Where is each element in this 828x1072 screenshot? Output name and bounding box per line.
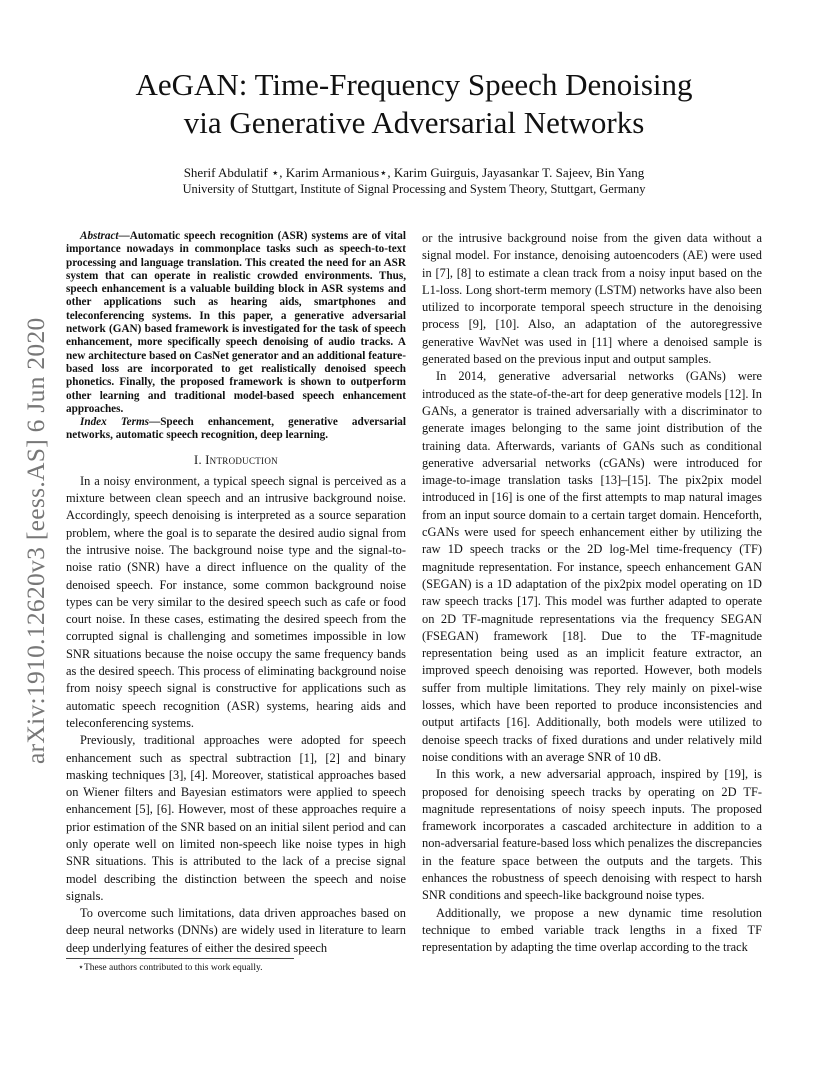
- affiliation: University of Stuttgart, Institute of Signal Processing and System Theory, Stuttgart, Germany: [182, 182, 646, 196]
- section-heading-introduction: I. Introduction: [194, 452, 278, 467]
- abstract-text: —Automatic speech recognition (ASR) systems are of vital importance nowadays in commonplace tasks such as speech-to-text processing and language translation. This created the need for an ASR system that can operate in realistic crowded environments. Thus, speech enhancement is a valuable building block in ASR systems and other applications such as hearing aids, smartphones and teleconferencing systems. In this paper, a generative adversarial network (GAN) based framework is investigated for the task of speech enhancement, more specifically speech denoising of audio tracks. A new architecture based on CasNet generator and an additional feature-based loss are incorporated to get realistically denoised speech phonetics. Finally, the proposed framework is shown to outperform other learning and traditional model-based speech enhancement approaches.: [66, 230, 406, 415]
- paper-title: [60, 66, 768, 142]
- index-terms: [66, 416, 406, 443]
- title-line-1: AeGAN: Time-Frequency Speech Denoising: [135, 67, 693, 102]
- arxiv-stamp: arXiv:1910.12620v3 [eess.AS] 6 Jun 2020: [21, 317, 50, 764]
- body-paragraph: or the intrusive background noise from the given data without a signal model. For instance, denoising autoencoders (AE) were used in [7], [8] to estimate a clean track from a noisy input based on the L1-loss. Long short-term memory (LSTM) networks have also been utilized to incorporate temporal speech structure in the denoising process [9], [10]. Also, an adaptation of the autoregressive generative WavNet was used in [11] where a denoised sample is generated based on the previous input and output samples.: [422, 231, 762, 367]
- body-paragraph: In this work, a new adversarial approach, inspired by [19], is proposed for denoising speech tracks by operating on 2D TF-magnitude representations of noisy speech inputs. The proposed framework incorporates a cascaded architecture in addition to a non-adversarial feature-based loss which penalizes the discrepancies in the feature space between the outputs and the targets. This enhances the robustness of speech denoising with respect to harsh SNR conditions and speech-like background noise types.: [422, 767, 762, 903]
- index-terms-label: Index Terms: [80, 416, 150, 429]
- author-list: Sherif Abdulatif ⋆, Karim Armanious⋆, Karim Guirguis, Jayasankar T. Sajeev, Bin Yang: [183, 165, 645, 180]
- body-paragraph: In a noisy environment, a typical speech signal is perceived as a mixture between clean speech and an intrusive background noise. Accordingly, speech denoising is interpreted as a source separation problem, where the goal is to separate the desired audio signal from the intrusive noise. The background noise type and the signal-to-noise ratio (SNR) have a direct influence on the quality of the denoised speech. For instance, some common background noise types can be very similar to the desired speech such as cafe or food court noise. In these cases, estimating the desired speech from the corrupted signal is challenging and sometimes impossible in low SNR situations because the noise occupy the same frequency bands as the desired speech. This process of eliminating background noise from noisy speech signal is constructive for applications such as automatic speech recognition (ASR) systems, hearing aids and teleconferencing systems.: [66, 473, 406, 730]
- index-terms-text: —Speech enhancement, generative adversarial networks, automatic speech recognition, deep learning.: [66, 416, 406, 442]
- abstract: [66, 230, 406, 416]
- title-line-2: via Generative Adversarial Networks: [183, 105, 645, 140]
- footnote-divider: [66, 958, 294, 959]
- body-paragraph: In 2014, generative adversarial networks (GANs) were introduced as the state-of-the-art for deep generative models [12]. In GANs, a generator is trained adversarially with a discriminator to generate images belonging to the same joint distribution of the training data. Afterwards, variants of GANs such as conditional generative adversarial networks (cGANs) were introduced for image-to-image translation tasks [13]–[15]. The pix2pix model introduced in [16] is one of the first attempts to map natural images from an input source domain to a certain target domain. Henceforth, cGANs were used for speech enhancement either by utilizing the raw 1D speech tracks or the 2D log-Mel time-frequency (TF) magnitude representation. For instance, speech enhancement GAN (SEGAN) is a 1D adaptation of the pix2pix model operating on 1D raw speech tracks [17]. This model was further adapted to operate on 2D TF-magnitude representations via the frequency SEGAN (FSEGAN) framework [18]. Due to the TF-magnitude representation being used as an implicit feature extractor, an improved speech denoising was reported. However, both models suffer from multiple limitations. They rely mainly on pixel-wise losses, which have been reported to produce inconsistencies and output artifacts [16]. Additionally, both models were utilized to denoise speech tracks of fixed durations and under relatively mild noise conditions with an average SNR of 10 dB.: [422, 369, 762, 764]
- abstract-label: Abstract: [80, 230, 119, 242]
- footnote: ⋆These authors contributed to this work equally.: [78, 963, 263, 973]
- body-paragraph: Previously, traditional approaches were adopted for speech enhancement such as spectral subtraction [1], [2] and binary masking techniques [3], [4]. Moreover, statistical approaches based on Wiener filters and Bayesian estimators were applied to speech enhancement [5], [6]. However, most of these approaches require a prior estimation of the SNR based on an initial silent period and can only operate well on limited non-speech like noise types in high SNR situations. This is attributed to the lack of a precise signal model describing the distinction between the speech and noise signals.: [66, 733, 406, 903]
- left-column: [66, 230, 406, 957]
- body-paragraph: To overcome such limitations, data driven approaches based on deep neural networks (DNNs) are widely used in literature to learn deep underlying features of either the desired speech: [66, 906, 406, 955]
- right-column: [422, 230, 762, 956]
- body-paragraph: Additionally, we propose a new dynamic time resolution technique to embed variable track lengths in a fixed TF representation by adapting the time overlap according to the track: [422, 905, 762, 955]
